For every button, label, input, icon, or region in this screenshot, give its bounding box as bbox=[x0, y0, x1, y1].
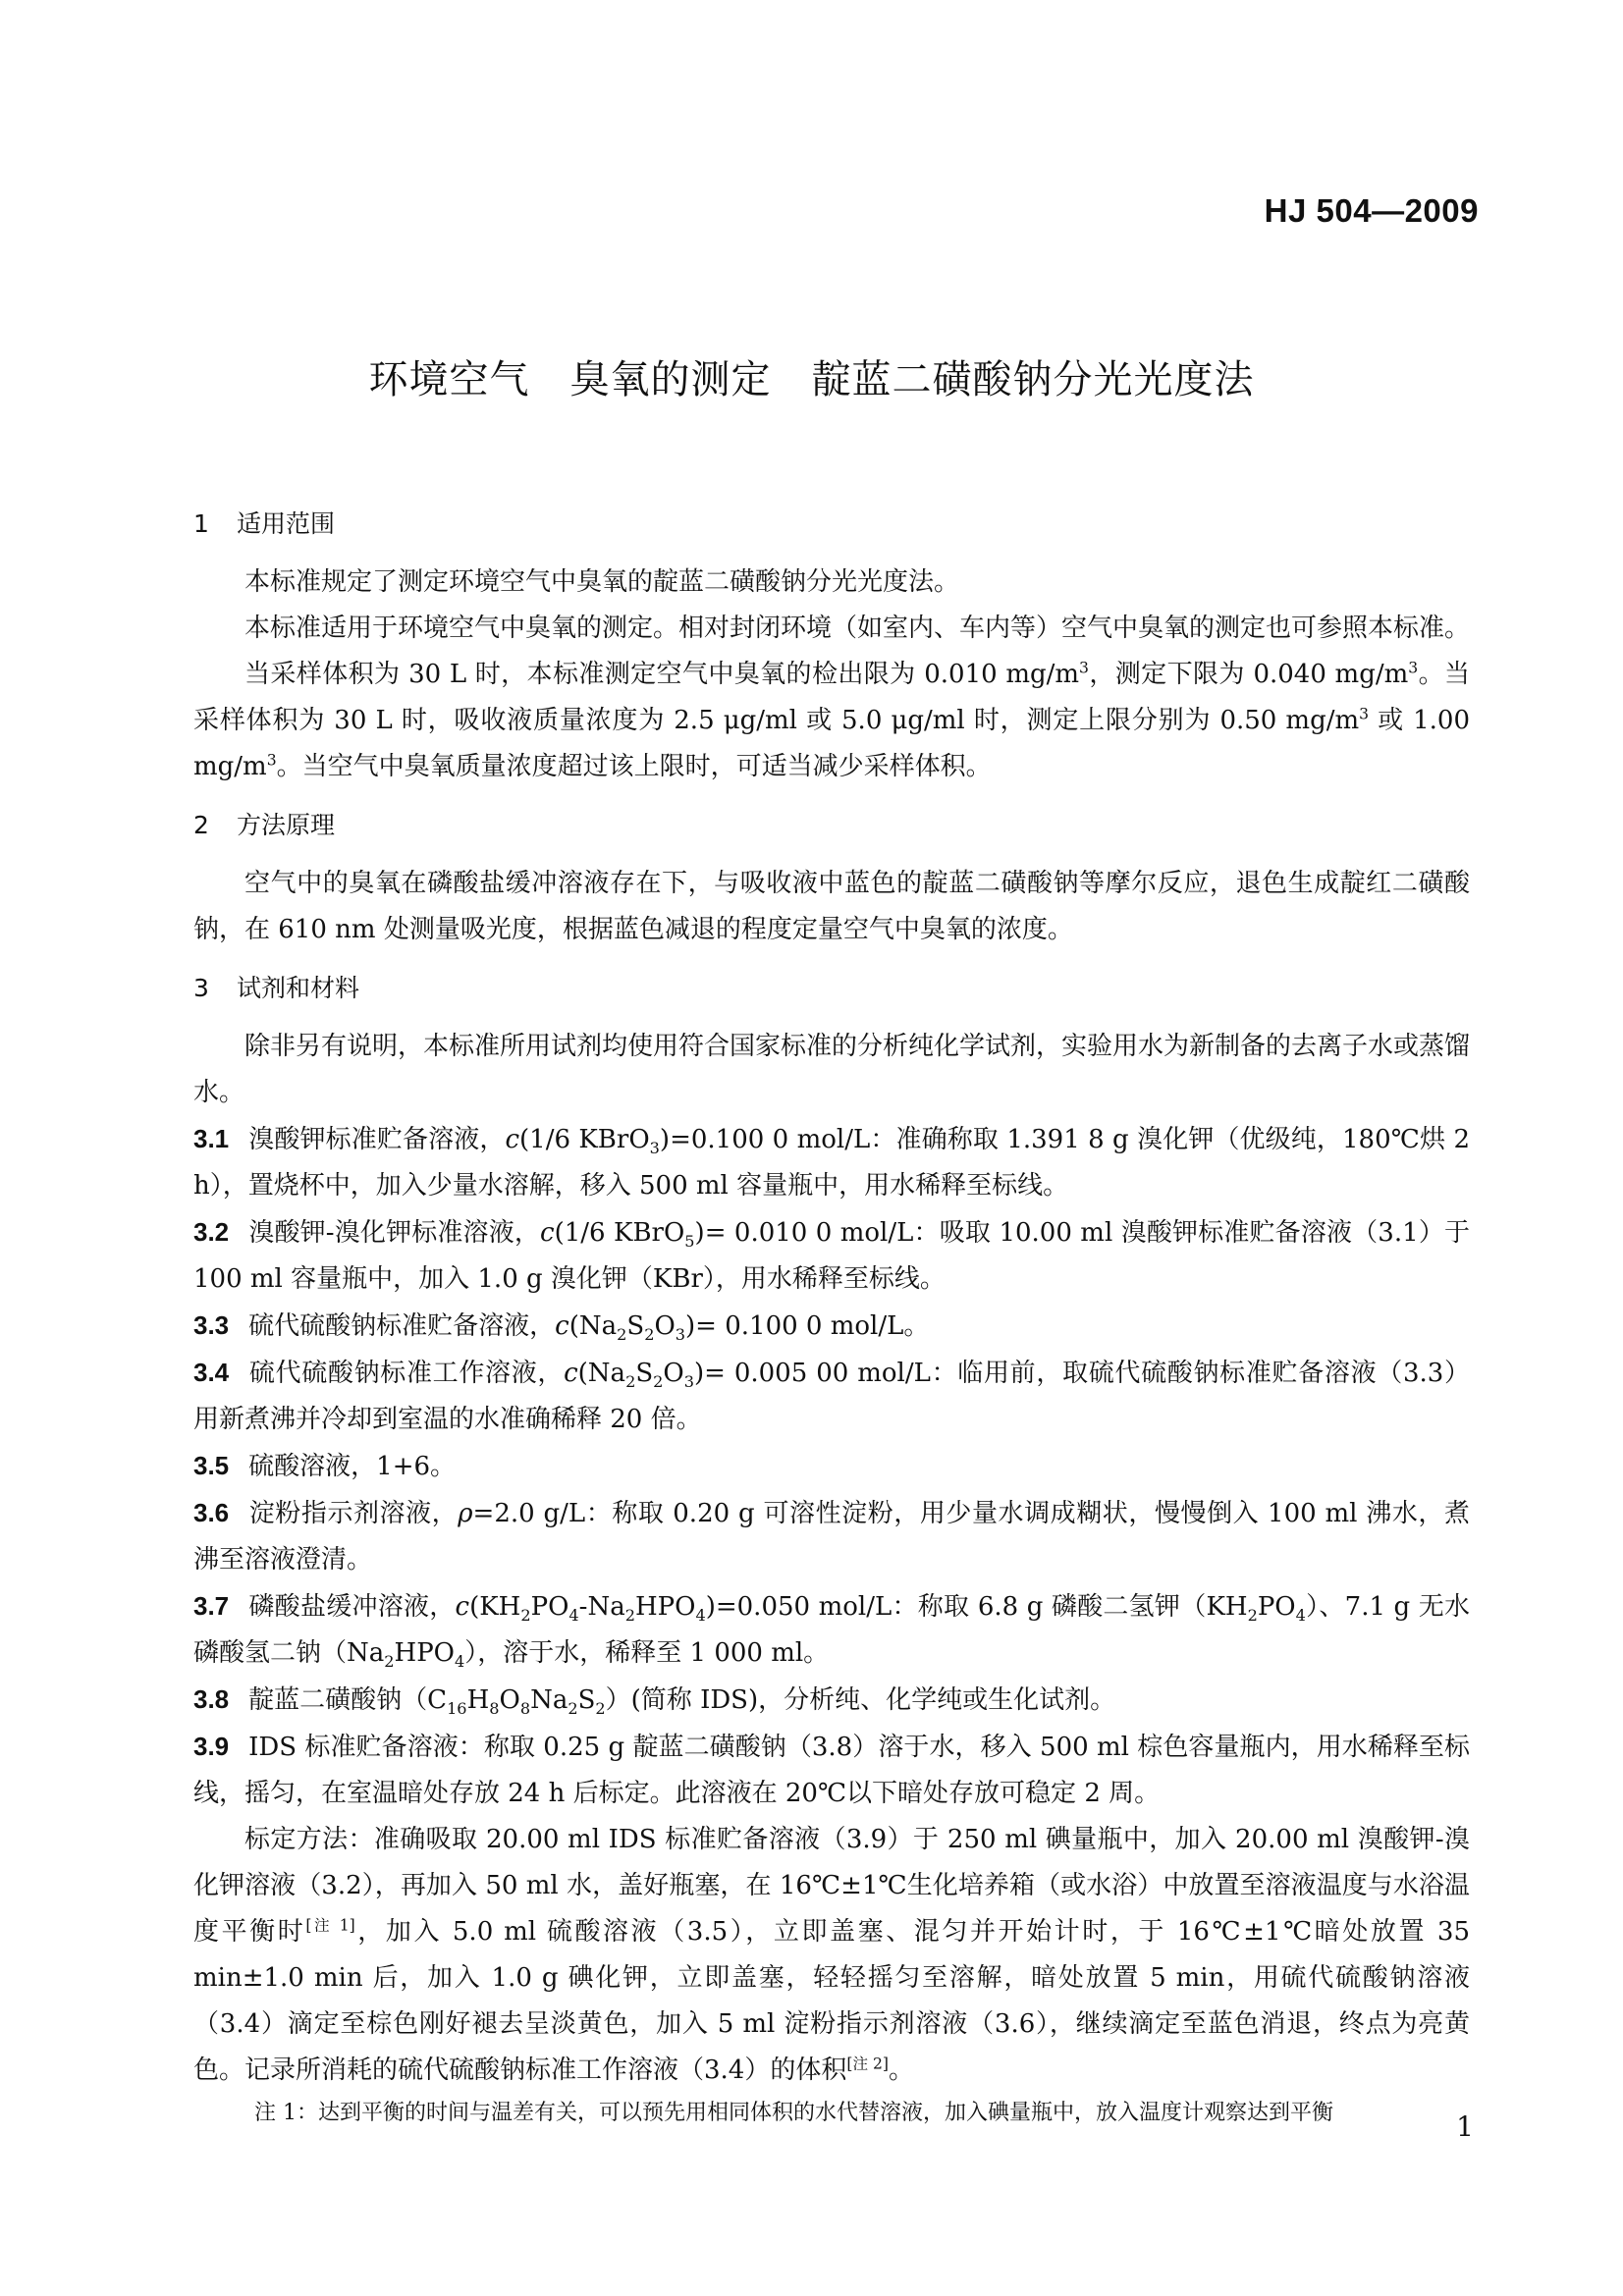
clause-3-1: 3.1 溴酸钾标准贮备溶液，c(1/6 KBrO$_3$)=0.100 0 mol/L：准确称取 1.391 8 g 溴化钾（优级纯，180℃烘 2 h），置烧杯中，加入少量水溶解，移入 500 ml 容量瓶中，用水稀释至标线。 bbox=[193, 1124, 1470, 1201]
clause-3-6: 3.6 淀粉指示剂溶液，ρ=2.0 g/L：称取 0.20 g 可溶性淀粉，用少量水调成糊状，慢慢倒入 100 ml 沸水，煮沸至溶液澄清。 bbox=[193, 1498, 1470, 1575]
paragraph: 除非另有说明，本标准所用试剂均使用符合国家标准的分析纯化学试剂，实验用水为新制备的去离子水或蒸馏水。 bbox=[193, 1032, 1471, 1107]
paragraph: 本标准规定了测定环境空气中臭氧的靛蓝二磺酸钠分光光度法。 bbox=[244, 567, 960, 597]
clause-3-7: 3.7 磷酸盐缓冲溶液，$c(KH_2PO_4-Na_2HPO_4)=0.050$ mol/L：称取 6.8 g 磷酸二氢钾$(KH_2PO_4)$、7.1 g 无水磷酸氢二钠$(Na_2HPO_4)$，溶于水，稀释至 1 000 ml。 bbox=[193, 1591, 1470, 1672]
note-1: 注 1：达到平衡的时间与温差有关，可以预先用相同体积的水代替溶液，加入碘量瓶中，放入温度计观察达到平衡 bbox=[254, 2101, 1333, 2125]
paragraph: 本标准适用于环境空气中臭氧的测定。相对封闭环境（如室内、车内等）空气中臭氧的测定也可参照本标准。 bbox=[244, 614, 1471, 643]
section-heading-1: 1 适用范围 bbox=[193, 509, 336, 538]
clause-3-2: 3.2 溴酸钾-溴化钾标准溶液，c(1/6 KBrO$_5$)= 0.010 0 mol/L：吸取 10.00 ml 溴酸钾标准贮备溶液（3.1）于 100 ml 容量瓶中，加入 1.0 g 溴化钾（KBr），用水稀释至标线。 bbox=[193, 1217, 1470, 1294]
document-title: 环境空气 臭氧的测定 靛蓝二磺酸钠分光光度法 bbox=[368, 357, 1255, 402]
paragraph: 当采样体积为 30 L 时，本标准测定空气中臭氧的检出限为 0.010 $mg/m^3$，测定下限为 0.040 $mg/m^3$。当采样体积为 30 L 时，吸收液质量浓度为 2.5 μg/ml 或 5.0 μg/ml 时，测定上限分别为 0.50 $mg/m^3$ 或 1.00 $mg/m^3$。当空气中臭氧质量浓度超过该上限时，可适当减少采样体积。 bbox=[193, 659, 1471, 781]
clause-3-8: 3.8 靛蓝二磺酸钠$(C_{16}H_8O_8Na_2S_2)$(简称 IDS)，分析纯、化学纯或生化试剂。 bbox=[193, 1684, 1116, 1719]
section-heading-3: 3 试剂和材料 bbox=[193, 974, 360, 1002]
clause-3-4: 3.4 硫代硫酸钠标准工作溶液，$c(Na_2S_2O_3)= 0.005$ 00 mol/L：临用前，取硫代硫酸钠标准贮备溶液（3.3）用新煮沸并冷却到室温的水准确稀释 20 倍。 bbox=[193, 1358, 1470, 1434]
clause-3-5: 3.5 硫酸溶液，1+6。 bbox=[193, 1451, 457, 1481]
document-body bbox=[193, 501, 1470, 2133]
clause-3-3: 3.3 硫代硫酸钠标准贮备溶液，$c(Na_2S_2O_3)= 0.100$ 0 mol/L。 bbox=[193, 1310, 930, 1345]
clause-3-9: 3.9 IDS 标准贮备溶液：称取 0.25 g 靛蓝二磺酸钠（3.8）溶于水，移入 500 ml 棕色容量瓶内，用水稀释至标线，摇匀，在室温暗处存放 24 h 后标定。此溶液在 20℃以下暗处存放可稳定 2 周。 bbox=[193, 1732, 1470, 1808]
section-heading-2: 2 方法原理 bbox=[193, 811, 336, 839]
calibration-paragraph: 标定方法：准确吸取 20.00 ml IDS 标准贮备溶液（3.9）于 250 ml 碘量瓶中，加入 20.00 ml 溴酸钾-溴化钾溶液（3.2），再加入 50 ml 水，盖好瓶塞，在 16℃±1℃生化培养箱（或水浴）中放置至溶液温度与水浴温度平衡时[注 1]，加入 5.0 ml 硫酸溶液（3.5），立即盖塞、混匀并开始计时，于 16℃±1℃暗处放置 35 min±1.0 min 后，加入 1.0 g 碘化钾，立即盖塞，轻轻摇匀至溶解，暗处放置 5 min，用硫代硫酸钠溶液（3.4）滴定至棕色刚好褪去呈淡黄色，加入 5 ml 淀粉指示剂溶液（3.6），继续滴定至蓝色消退，终点为亮黄色。记录所消耗的硫代硫酸钠标准工作溶液（3.4）的体积[注 2]。 bbox=[193, 1825, 1471, 2085]
page-number: 1 bbox=[1456, 2110, 1474, 2143]
paragraph: 空气中的臭氧在磷酸盐缓冲溶液存在下，与吸收液中蓝色的靛蓝二磺酸钠等摩尔反应，退色生成靛红二磺酸钠，在 610 nm 处测量吸光度，根据蓝色减退的程度定量空气中臭氧的浓度。 bbox=[193, 869, 1470, 944]
standard-number: HJ 504—2009 bbox=[1264, 192, 1479, 229]
